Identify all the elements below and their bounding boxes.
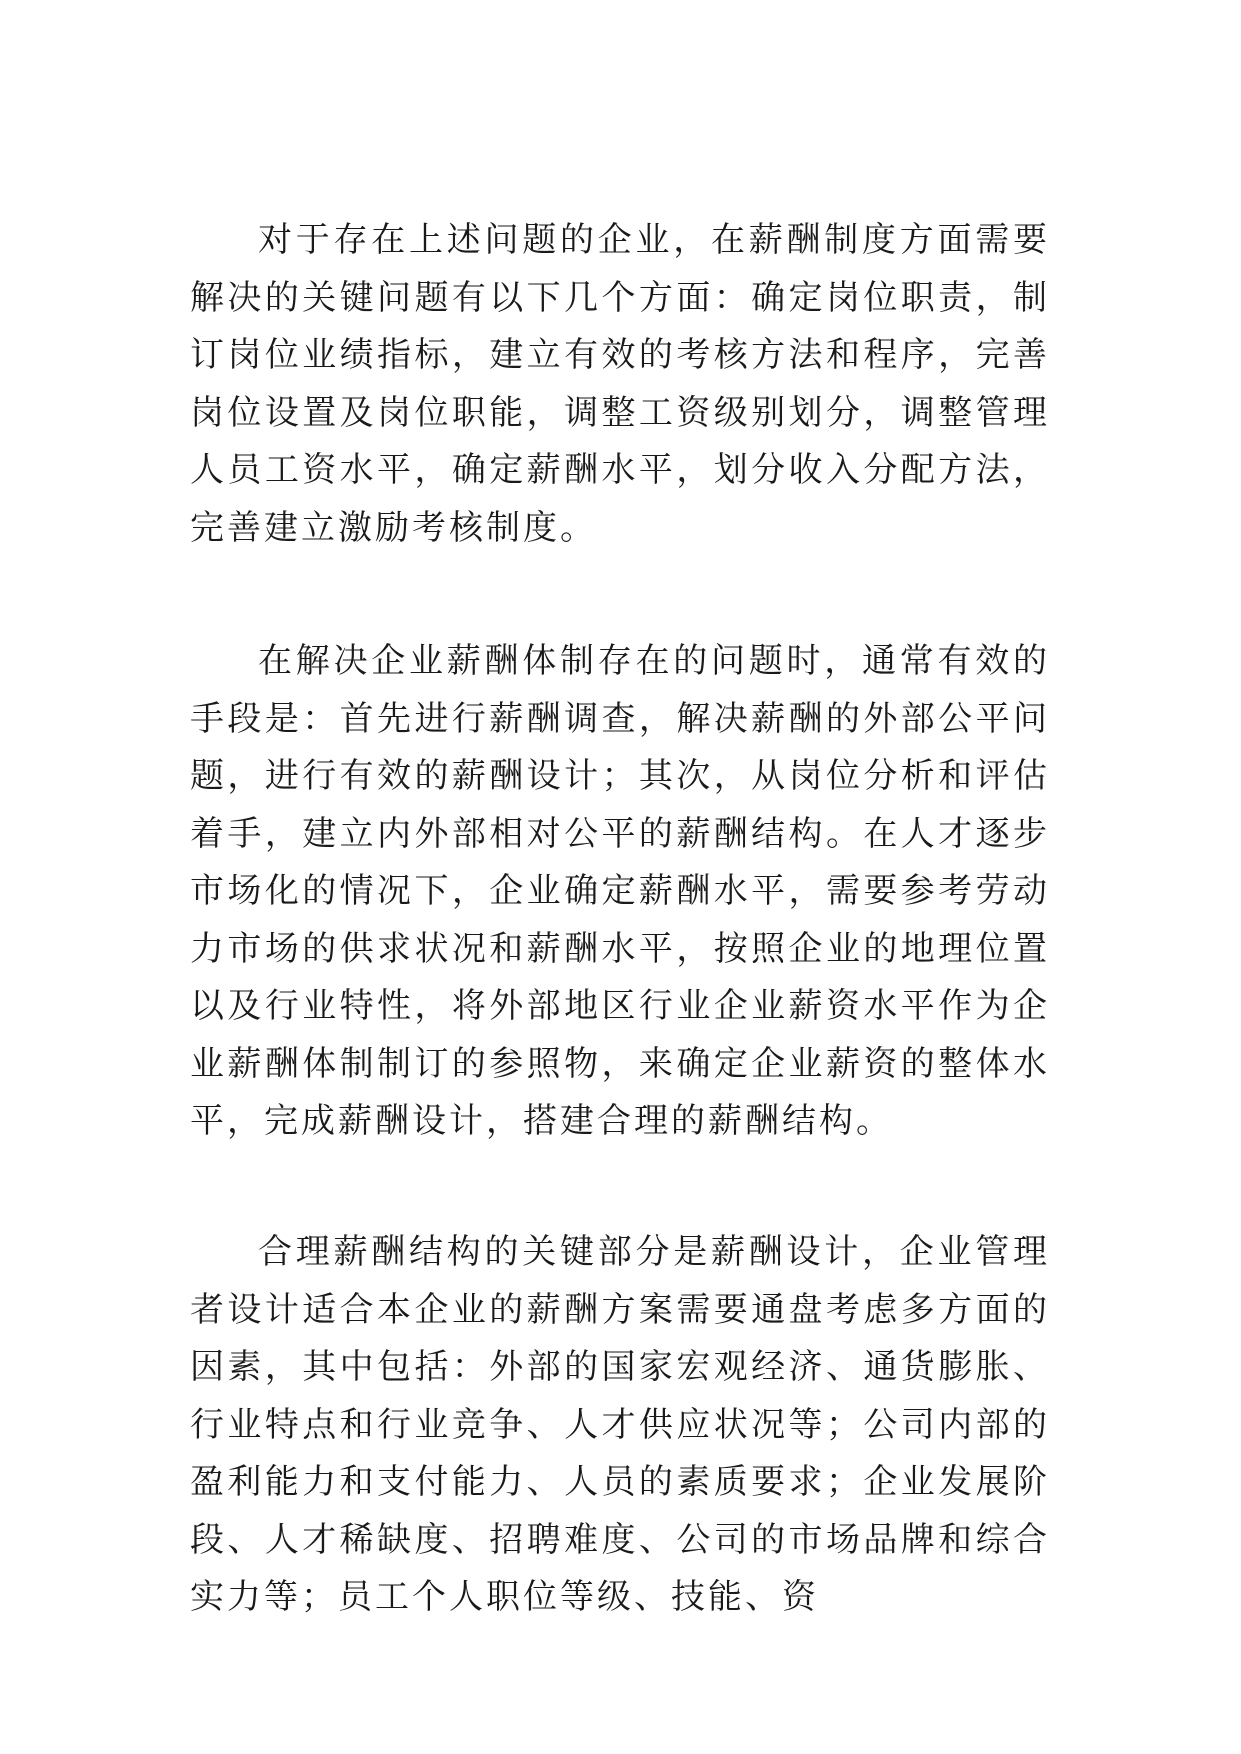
paragraph-solving-salary-problems: 在解决企业薪酬体制存在的问题时，通常有效的手段是：首先进行薪酬调查，解决薪酬的外部公平问题，进行有效的薪酬设计；其次，从岗位分析和评估着手，建立内外部相对公平的薪酬结构。在人才逐步市场化的情况下，企业确定薪酬水平，需要参考劳动力市场的供求状况和薪酬水平，按照企业的地理位置以及行业特性，将外部地区行业企业薪资水平作为企业薪酬体制制订的参照物，来确定企业薪资的整体水平，完成薪酬设计，搭建合理的薪酬结构。 xyxy=(190,641,1050,1141)
paragraph-salary-design-factors: 合理薪酬结构的关键部分是薪酬设计，企业管理者设计适合本企业的薪酬方案需要通盘考虑多方面的因素，其中包括：外部的国家宏观经济、通货膨胀、行业特点和行业竞争、人才供应状况等；公司内部的盈利能力和支付能力、人员的素质要求；企业发展阶段、人才稀缺度、招聘难度、公司的市场品牌和综合实力等；员工个人职位等级、技能、资 xyxy=(190,1232,1050,1617)
paragraph-salary-system-key-issues: 对于存在上述问题的企业，在薪酬制度方面需要解决的关键问题有以下几个方面：确定岗位职责，制订岗位业绩指标，建立有效的考核方法和程序，完善岗位设置及岗位职能，调整工资级别划分，调整管理人员工资水平，确定薪酬水平，划分收入分配方法，完善建立激励考核制度。 xyxy=(190,220,1050,548)
